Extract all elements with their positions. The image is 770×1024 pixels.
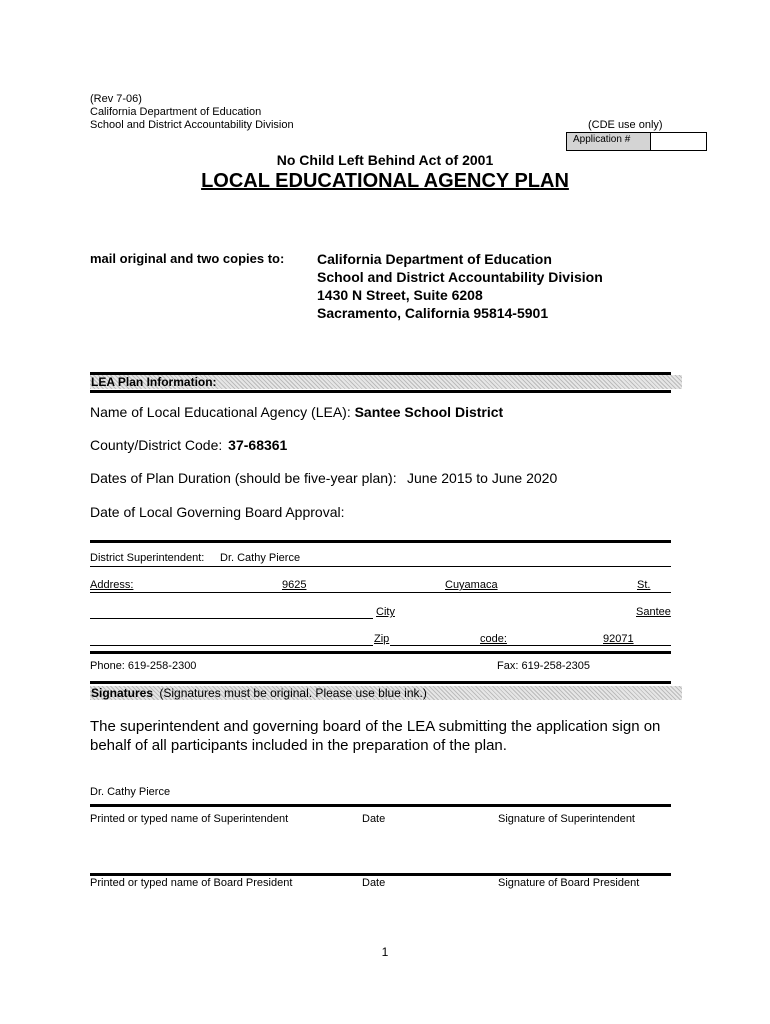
- revision-label: (Rev 7-06): [90, 93, 142, 105]
- lea-name-row: [90, 404, 503, 420]
- address-street[interactable]: Cuyamaca: [445, 579, 498, 591]
- superintendent-signature-caption: Signature of Superintendent: [498, 813, 635, 825]
- section-rule: [90, 390, 671, 393]
- signature-line: [90, 804, 671, 807]
- superintendent-value[interactable]: Dr. Cathy Pierce: [220, 552, 301, 564]
- page-title: LOCAL EDUCATIONAL AGENCY PLAN: [201, 170, 569, 192]
- field-underline: [90, 592, 671, 593]
- board-president-signature-caption: Signature of Board President: [498, 877, 640, 889]
- field-underline: [90, 645, 373, 646]
- address-number[interactable]: 9625: [282, 579, 307, 591]
- lea-name-value[interactable]: Santee School District: [354, 404, 504, 420]
- district-code-label: County/District Code:: [90, 437, 223, 453]
- signatures-note: (Signatures must be original. Please use blue ink.): [159, 686, 427, 700]
- lea-info-heading: LEA Plan Information:: [91, 375, 217, 389]
- field-underline: [90, 618, 373, 619]
- signature-statement: [90, 717, 660, 755]
- phone-number[interactable]: Phone: 619-258-2300: [90, 660, 197, 672]
- signatures-heading: Signatures: [91, 686, 154, 700]
- field-underline: [390, 645, 671, 646]
- city-label: City: [376, 606, 395, 618]
- signature-line: [90, 873, 671, 876]
- application-number-field[interactable]: [651, 133, 706, 150]
- mailing-address-line: California Department of Education: [317, 251, 552, 267]
- district-code-value[interactable]: 37-68361: [228, 437, 288, 453]
- signature-statement-line: The superintendent and governing board of the LEA submitting the application sign on: [90, 718, 661, 735]
- board-president-name-caption: Printed or typed name of Board President: [90, 877, 293, 889]
- application-label: Application #: [573, 134, 631, 145]
- city-value[interactable]: Santee: [636, 606, 671, 618]
- signatures-heading-row: [91, 686, 427, 700]
- superintendent-name-caption: Printed or typed name of Superintendent: [90, 813, 289, 825]
- mailing-address: [317, 250, 603, 322]
- zip-label: Zip: [374, 633, 390, 645]
- mailing-address-line: Sacramento, California 95814-5901: [317, 305, 549, 321]
- section-rule: [90, 681, 671, 684]
- act-title: No Child Left Behind Act of 2001: [276, 152, 494, 168]
- plan-dates-value[interactable]: June 2015 to June 2020: [407, 470, 558, 486]
- board-approval-label: Date of Local Governing Board Approval:: [90, 504, 345, 520]
- zip-value[interactable]: 92071: [603, 633, 634, 645]
- section-rule: [90, 540, 671, 543]
- application-label-cell: [567, 133, 651, 150]
- board-president-date-caption: Date: [362, 877, 386, 889]
- board-approval-field[interactable]: [345, 504, 645, 521]
- address-label: Address:: [90, 579, 134, 591]
- plan-dates-label: Dates of Plan Duration (should be five-year plan):: [90, 470, 397, 486]
- mail-instructions-label: mail original and two copies to:: [90, 251, 285, 266]
- lea-name-label: Name of Local Educational Agency (LEA):: [90, 404, 351, 420]
- section-rule: [90, 651, 671, 654]
- superintendent-label: District Superintendent:: [90, 552, 205, 564]
- address-suffix[interactable]: St.: [637, 579, 651, 591]
- page-number: 1: [381, 945, 389, 959]
- department-name: California Department of Education: [90, 106, 262, 118]
- cde-use-label: (CDE use only): [588, 119, 663, 131]
- field-underline: [90, 566, 671, 567]
- zip-code-label: code:: [480, 633, 507, 645]
- division-name: School and District Accountability Division: [90, 119, 294, 131]
- superintendent-date-caption: Date: [362, 813, 386, 825]
- superintendent-printed-name[interactable]: Dr. Cathy Pierce: [90, 786, 171, 798]
- mailing-address-line: 1430 N Street, Suite 6208: [317, 287, 483, 303]
- fax-number[interactable]: Fax: 619-258-2305: [497, 660, 590, 672]
- application-number-box: [566, 132, 707, 151]
- mailing-address-line: School and District Accountability Division: [317, 269, 603, 285]
- signature-statement-line: behalf of all participants included in the preparation of the plan.: [90, 737, 507, 754]
- district-code-row: [90, 437, 287, 453]
